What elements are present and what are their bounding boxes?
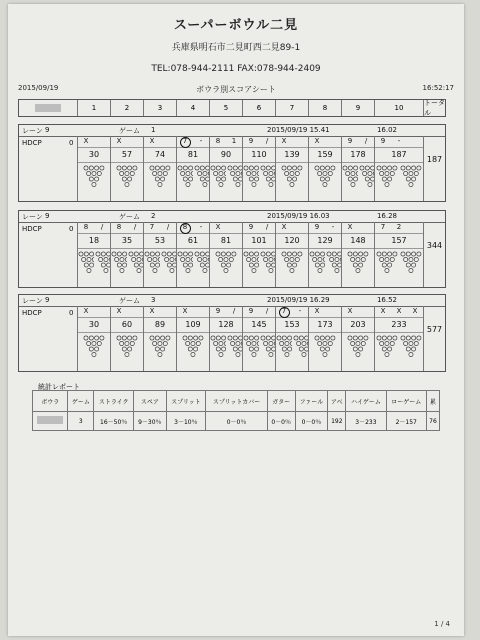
game-start-time: 2015/09/19 16.29 [267, 296, 330, 304]
roll-mark: X [281, 223, 287, 231]
lane-number: 9 [45, 296, 50, 304]
sheet-title: ボウラ別スコアシート [196, 85, 276, 94]
cumulative-score: 145 [243, 318, 275, 333]
pin-diagram [116, 335, 138, 359]
frame [242, 306, 275, 371]
roll-mark: 8 [116, 223, 122, 231]
roll-mark: - [199, 137, 203, 145]
stats-value-cell: 0－0％ [295, 412, 328, 431]
roll-mark: X [281, 137, 287, 145]
roll-mark: 7 [177, 136, 193, 147]
score-sheet-paper [8, 4, 464, 636]
cumulative-score: 57 [111, 148, 143, 163]
stats-value-cell: 3－233 [346, 412, 386, 431]
roll-mark: 7 [276, 306, 292, 317]
frame [143, 306, 176, 371]
pin-diagram [161, 251, 177, 275]
sheet-date: 2015/09/19 [18, 84, 59, 92]
frame-header-cell: 7 [275, 100, 308, 116]
game-end-time: 16.02 [376, 126, 397, 134]
frame-header-cell: 6 [242, 100, 275, 116]
roll-mark [358, 306, 374, 317]
lane-number: 9 [45, 212, 50, 220]
frame [374, 306, 423, 371]
pin-diagram [215, 251, 237, 275]
pin-diagram [111, 251, 127, 275]
pin-diagram [276, 335, 292, 359]
roll-mark [325, 306, 341, 317]
roll-mark: 8 [83, 223, 89, 231]
pin-diagram [376, 251, 398, 275]
pin-diagram [243, 335, 259, 359]
cumulative-score: 53 [144, 234, 176, 249]
game-block [18, 124, 446, 202]
stats-title: 統計レポート [38, 383, 80, 391]
roll-mark [127, 306, 143, 317]
frame-header-cell: 4 [176, 100, 209, 116]
hdcp-label: HDCP [22, 309, 42, 317]
stats-header-cell: ボウラ [33, 391, 68, 412]
cumulative-score: 74 [144, 148, 176, 163]
pin-diagram [116, 165, 138, 189]
stats-header-cell: アベ [328, 391, 346, 412]
roll-mark: X [116, 307, 122, 315]
game-block [18, 294, 446, 372]
frame-header-cell: 8 [308, 100, 341, 116]
roll-mark: X [347, 223, 353, 231]
pin-diagram [314, 335, 336, 359]
roll-mark: - [331, 223, 335, 231]
frame [275, 136, 308, 201]
pin-diagram [347, 251, 369, 275]
stats-value-cell: 3－10％ [166, 412, 206, 431]
roll-mark: - [397, 137, 401, 145]
stats-value-cell: 2－157 [386, 412, 426, 431]
game-total-value: 344 [426, 241, 443, 250]
frame [176, 222, 209, 287]
roll-mark: 9 [248, 307, 254, 315]
roll-mark [226, 222, 242, 233]
frame [341, 222, 374, 287]
pin-diagram [182, 335, 204, 359]
stats-header-cell: ゲーム [68, 391, 94, 412]
cumulative-score: 173 [309, 318, 341, 333]
pin-diagram [194, 251, 210, 275]
roll-mark: X [314, 137, 320, 145]
roll-mark: - [298, 307, 302, 315]
frame-header-cell: 1 [77, 100, 110, 116]
stats-value-cell: 16－50％ [94, 412, 134, 431]
pin-diagram [144, 251, 160, 275]
roll-mark: 7 [149, 223, 155, 231]
roll-mark [407, 136, 423, 147]
frame [275, 306, 308, 371]
pin-diagram [177, 251, 193, 275]
cumulative-score: 30 [78, 318, 110, 333]
roll-mark: X [314, 307, 320, 315]
redacted-name [37, 416, 63, 424]
roll-mark [160, 306, 176, 317]
stats-value-cell: 192 [328, 412, 346, 431]
stats-header-cell: ファール [295, 391, 328, 412]
frame [374, 222, 423, 287]
stats-header-cell: ローゲーム [386, 391, 426, 412]
pin-diagram [210, 335, 226, 359]
roll-mark: 8 [215, 137, 221, 145]
pin-diagram [359, 165, 375, 189]
roll-mark: 8 [177, 222, 193, 233]
cumulative-score: 153 [276, 318, 308, 333]
pin-diagram [243, 165, 259, 189]
roll-mark: X [380, 307, 386, 315]
hdcp-value: 0 [69, 225, 74, 233]
roll-mark: / [133, 223, 137, 231]
center-contact: TEL:078-944-2111 FAX:078-944-2409 [151, 64, 321, 74]
hdcp-label: HDCP [22, 139, 42, 147]
roll-mark: X [412, 307, 418, 315]
bowler-name-cell [19, 100, 77, 116]
pin-diagram [400, 335, 422, 359]
cumulative-score: 128 [210, 318, 242, 333]
roll-mark: - [199, 223, 203, 231]
cumulative-score: 18 [78, 234, 110, 249]
cumulative-score: 178 [342, 148, 374, 163]
pin-diagram [227, 335, 243, 359]
roll-mark: 9 [347, 137, 353, 145]
redacted-name [35, 104, 61, 112]
cumulative-score: 110 [243, 148, 275, 163]
frame [275, 222, 308, 287]
hdcp-value: 0 [69, 309, 74, 317]
stats-header-row [33, 391, 440, 412]
stats-header-cell: ガター [267, 391, 295, 412]
game-start-time: 2015/09/19 16.03 [267, 212, 330, 220]
cumulative-score: 187 [375, 148, 423, 163]
roll-mark [94, 136, 110, 147]
pin-diagram [260, 165, 276, 189]
game-number: 3 [151, 296, 156, 304]
roll-mark: / [232, 307, 236, 315]
game-number: 1 [151, 126, 156, 134]
pin-diagram [347, 335, 369, 359]
cumulative-score: 61 [177, 234, 209, 249]
frame [176, 136, 209, 201]
roll-mark: X [396, 307, 402, 315]
roll-mark: X [149, 137, 155, 145]
frame [209, 306, 242, 371]
roll-mark: X [83, 137, 89, 145]
game-end-time: 16.28 [376, 212, 397, 220]
frame [308, 222, 341, 287]
roll-mark: / [364, 137, 368, 145]
pin-diagram [194, 165, 210, 189]
roll-mark: / [265, 223, 269, 231]
frame [374, 136, 423, 201]
pin-diagram [326, 251, 342, 275]
frame [341, 136, 374, 201]
game-end-time: 16.52 [376, 296, 397, 304]
roll-mark [160, 136, 176, 147]
pin-diagram [95, 251, 111, 275]
frame [242, 136, 275, 201]
cumulative-score: 90 [210, 148, 242, 163]
hdcp-label: HDCP [22, 225, 42, 233]
frame [143, 222, 176, 287]
pin-diagram [400, 165, 422, 189]
roll-mark [292, 136, 308, 147]
frame-header-cell: 10 [374, 100, 423, 116]
cumulative-score: 81 [177, 148, 209, 163]
roll-mark: X [116, 137, 122, 145]
roll-mark: 2 [396, 223, 402, 231]
pin-diagram [177, 165, 193, 189]
frame-header-cell: 5 [209, 100, 242, 116]
pin-diagram [376, 165, 398, 189]
game-label: ゲーム [119, 213, 140, 221]
frame [143, 136, 176, 201]
game-total-value: 187 [426, 155, 443, 164]
cumulative-score: 157 [375, 234, 423, 249]
pin-diagram [309, 251, 325, 275]
roll-mark: 7 [380, 223, 386, 231]
pin-diagram [243, 251, 259, 275]
frame [308, 136, 341, 201]
frame [77, 306, 110, 371]
roll-mark [292, 222, 308, 233]
stats-header-cell: スプリットカバー [206, 391, 268, 412]
stats-value-cell: 9－30％ [134, 412, 166, 431]
pin-diagram [128, 251, 144, 275]
stats-header-cell: 累 [426, 391, 439, 412]
pin-diagram [149, 335, 171, 359]
pin-diagram [78, 251, 94, 275]
game-total [423, 136, 445, 201]
lane-label: レーン [22, 297, 43, 305]
game-block [18, 210, 446, 288]
stats-value-cell [33, 412, 68, 431]
frame [308, 306, 341, 371]
cumulative-score: 35 [111, 234, 143, 249]
frame [110, 306, 143, 371]
cumulative-score: 159 [309, 148, 341, 163]
pin-diagram [260, 251, 276, 275]
roll-mark [94, 306, 110, 317]
pin-diagram [227, 165, 243, 189]
pin-diagram [83, 165, 105, 189]
frame-header-cell: 9 [341, 100, 374, 116]
stats-value-row [33, 412, 440, 431]
stats-header-cell: スプリット [166, 391, 206, 412]
roll-mark: / [166, 223, 170, 231]
game-start-time: 2015/09/19 15.41 [267, 126, 330, 134]
pin-diagram [293, 335, 309, 359]
sheet-time: 16:52:17 [422, 84, 454, 92]
stats-value-cell: 0－0％ [206, 412, 268, 431]
pin-diagram [400, 251, 422, 275]
stats-table [32, 390, 440, 431]
frame [209, 222, 242, 287]
roll-mark: 1 [231, 137, 237, 145]
pin-diagram [260, 335, 276, 359]
game-total [423, 222, 445, 287]
cumulative-score: 109 [177, 318, 209, 333]
lane-label: レーン [22, 213, 43, 221]
frame [341, 306, 374, 371]
frame-header-cell: 2 [110, 100, 143, 116]
roll-mark: X [149, 307, 155, 315]
frame [110, 222, 143, 287]
cumulative-score: 139 [276, 148, 308, 163]
roll-mark [407, 222, 423, 233]
cumulative-score: 81 [210, 234, 242, 249]
roll-mark [358, 222, 374, 233]
hdcp-value: 0 [69, 139, 74, 147]
pin-diagram [376, 335, 398, 359]
roll-mark [193, 306, 209, 317]
pin-diagram [314, 165, 336, 189]
game-label: ゲーム [119, 297, 140, 305]
roll-mark [127, 136, 143, 147]
pin-diagram [83, 335, 105, 359]
stats-header-cell: ストライク [94, 391, 134, 412]
stats-value-cell: 76 [426, 412, 439, 431]
roll-mark: 9 [314, 223, 320, 231]
roll-mark: / [265, 307, 269, 315]
cumulative-score: 129 [309, 234, 341, 249]
pin-diagram [342, 165, 358, 189]
game-total-value: 577 [426, 325, 443, 334]
cumulative-score: 60 [111, 318, 143, 333]
cumulative-score: 101 [243, 234, 275, 249]
cumulative-score: 30 [78, 148, 110, 163]
stats-value-cell: 3 [68, 412, 94, 431]
pin-diagram [210, 165, 226, 189]
game-label: ゲーム [119, 127, 140, 135]
roll-mark [325, 136, 341, 147]
frame [77, 136, 110, 201]
center-name: スーパーボウル二見 [173, 18, 299, 33]
cumulative-score: 120 [276, 234, 308, 249]
pin-diagram [149, 165, 171, 189]
center-address: 兵庫県明石市二見町西二見89-1 [171, 43, 301, 53]
roll-mark: 9 [248, 137, 254, 145]
lane-number: 9 [45, 126, 50, 134]
pin-diagram [281, 251, 303, 275]
pin-diagram [281, 165, 303, 189]
stats-value-cell: 0－0％ [267, 412, 295, 431]
roll-mark: X [215, 223, 221, 231]
roll-mark: 9 [215, 307, 221, 315]
frame-header-cell: 3 [143, 100, 176, 116]
frame [110, 136, 143, 201]
frame [77, 222, 110, 287]
stats-header-cell: スペア [134, 391, 166, 412]
roll-mark: / [100, 223, 104, 231]
cumulative-score: 89 [144, 318, 176, 333]
roll-mark: X [347, 307, 353, 315]
frame [176, 306, 209, 371]
frame-header-cell: トータル [424, 99, 445, 117]
roll-mark: / [265, 137, 269, 145]
stats-header-cell: ハイゲーム [346, 391, 386, 412]
frame-header [18, 99, 446, 117]
page-number: 1 / 4 [434, 620, 450, 628]
cumulative-score: 203 [342, 318, 374, 333]
frame [242, 222, 275, 287]
game-total [423, 306, 445, 371]
frame [209, 136, 242, 201]
cumulative-score: 148 [342, 234, 374, 249]
lane-label: レーン [22, 127, 43, 135]
roll-mark: X [182, 307, 188, 315]
roll-mark: 9 [248, 223, 254, 231]
cumulative-score: 233 [375, 318, 423, 333]
roll-mark: X [83, 307, 89, 315]
roll-mark: 9 [380, 137, 386, 145]
game-number: 2 [151, 212, 156, 220]
